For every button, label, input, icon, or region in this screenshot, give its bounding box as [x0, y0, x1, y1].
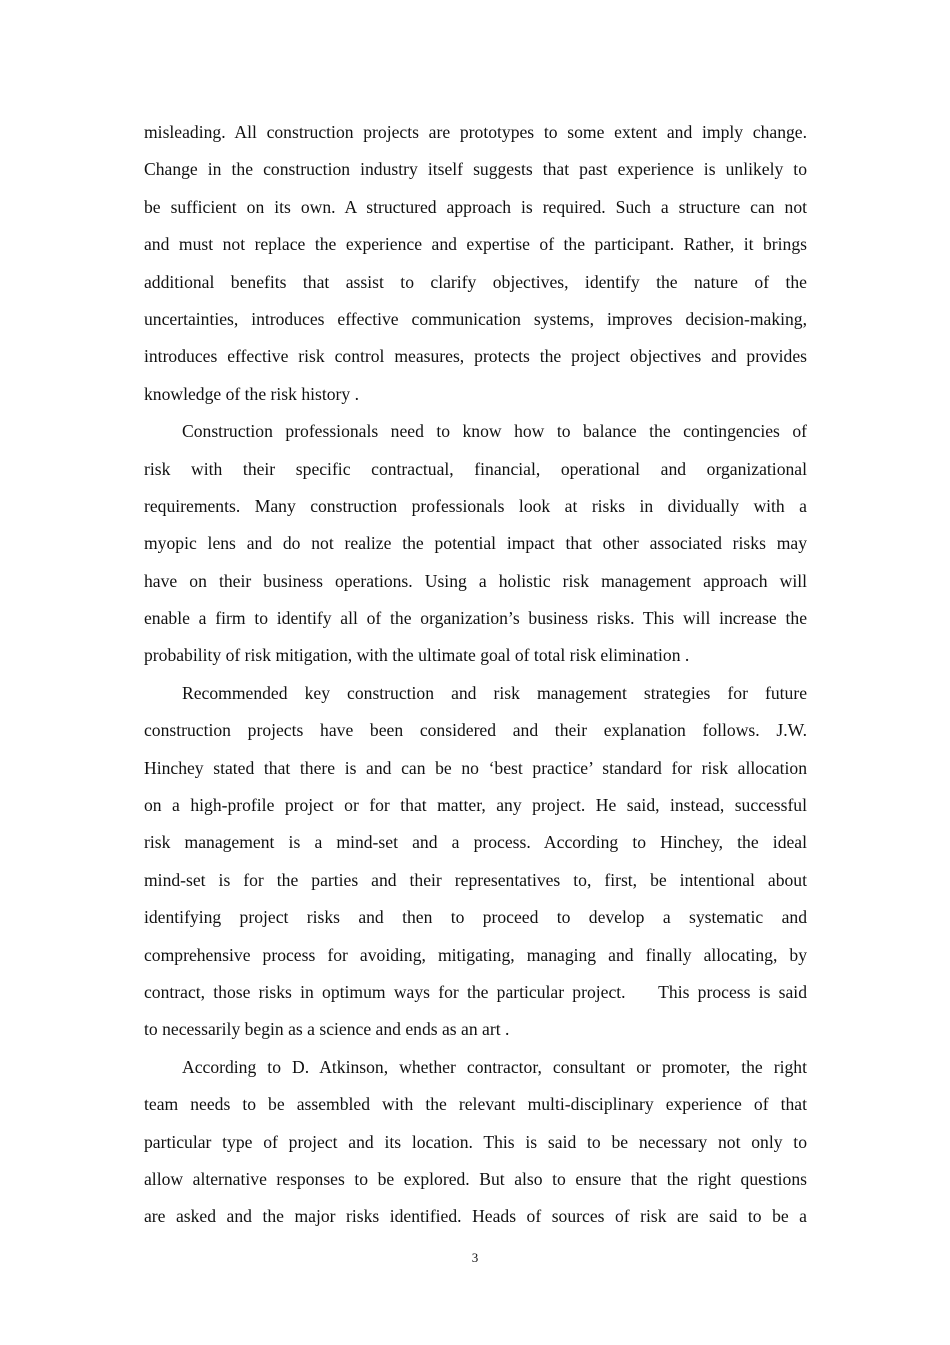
text-line: myopic lens and do not realize the potential impact that other associated risks may — [144, 533, 807, 554]
text-line: to necessarily begin as a science and ends as an art . — [144, 1019, 510, 1040]
text-line: enable a firm to identify all of the organization’s business risks. This will increase the — [144, 608, 807, 629]
text-line: are asked and the major risks identified. Heads of sources of risk are said to be a — [144, 1206, 807, 1227]
text-line: Construction professionals need to know how to balance the contingencies of — [182, 421, 807, 442]
text-line: Change in the construction industry itself suggests that past experience is unlikely to — [144, 159, 807, 180]
page-number: 3 — [471, 1250, 479, 1265]
text-line: probability of risk mitigation, with the ultimate goal of total risk elimination . — [144, 645, 690, 666]
text-line: contract, those risks in optimum ways for the particular project. This process is said — [144, 981, 807, 1002]
paragraph-2 — [144, 413, 807, 675]
text-line: risk management is a mind-set and a process. According to Hinchey, the ideal — [144, 832, 807, 853]
text-line: team needs to be assembled with the relevant multi-disciplinary experience of that — [144, 1094, 807, 1115]
text-line: uncertainties, introduces effective communication systems, improves decision-making, — [144, 308, 807, 329]
text-line: misleading. All construction projects are prototypes to some extent and imply change. — [144, 122, 807, 142]
text-line: According to D. Atkinson, whether contractor, consultant or promoter, the right — [182, 1056, 807, 1077]
text-line: Recommended key construction and risk management strategies for future — [182, 682, 807, 703]
text-line: Hinchey stated that there is and can be no ‘best practice’ standard for risk allocation — [144, 757, 807, 778]
text-line: comprehensive process for avoiding, mitigating, managing and finally allocating, by — [144, 944, 807, 965]
paragraph-1 — [144, 114, 807, 413]
paragraph-4 — [144, 1049, 807, 1236]
text-line: knowledge of the risk history . — [144, 383, 359, 404]
paragraph-3 — [144, 675, 807, 1049]
text-line: identifying project risks and then to proceed to develop a systematic and — [144, 907, 807, 928]
text-line: and must not replace the experience and expertise of the participant. Rather, it brings — [144, 234, 807, 255]
text-line: risk with their specific contractual, financial, operational and organizational — [144, 458, 807, 479]
text-line: introduces effective risk control measures, protects the project objectives and provides — [144, 346, 807, 367]
text-line: be sufficient on its own. A structured approach is required. Such a structure can not — [144, 196, 807, 217]
text-line: on a high-profile project or for that matter, any project. He said, instead, successful — [144, 795, 807, 816]
document-body — [144, 114, 807, 1236]
text-line: allow alternative responses to be explored. But also to ensure that the right questions — [144, 1168, 807, 1189]
text-line: mind-set is for the parties and their representatives to, first, be intentional about — [144, 869, 807, 890]
text-line: additional benefits that assist to clarify objectives, identify the nature of the — [144, 271, 807, 292]
text-line: construction projects have been considered and their explanation follows. J.W. — [144, 720, 807, 741]
text-line: particular type of project and its location. This is said to be necessary not only to — [144, 1131, 807, 1152]
text-line: have on their business operations. Using a holistic risk management approach will — [144, 570, 807, 591]
text-line: requirements. Many construction professionals look at risks in dividually with a — [144, 495, 807, 516]
